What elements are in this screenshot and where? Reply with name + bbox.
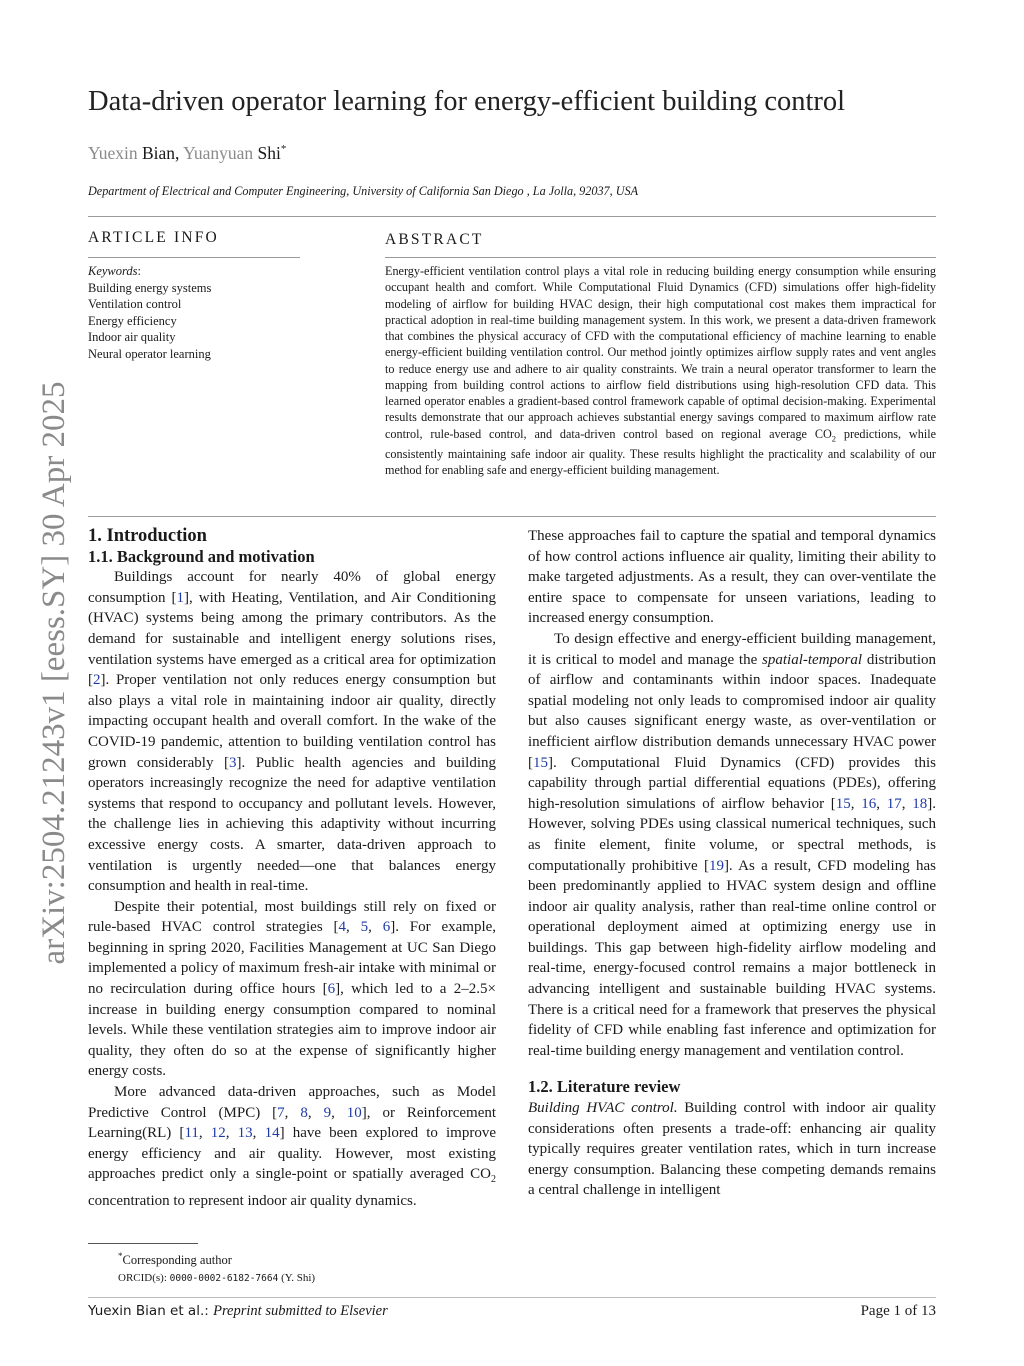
citation-link[interactable]: 14 — [264, 1125, 280, 1142]
arxiv-stamp: arXiv:2504.21243v1 [eess.SY] 30 Apr 2025 — [36, 381, 72, 965]
abstract-heading: ABSTRACT — [385, 231, 484, 248]
citation-link[interactable]: 7 — [277, 1104, 285, 1121]
paragraph: More advanced data-driven approaches, such as Model Predictive Control (MPC) [7, 8, 9, 10], or Reinforcement Learning(RL) [11, 12, 13, 14] have been explored to improve energy efficiency and air quality. However, most existing approaches predict only a single-point or spatially averaged $CO_2$ concentration to represent indoor air quality dynamics. — [88, 1084, 497, 1209]
citation-link[interactable]: 17 — [886, 795, 902, 812]
paper-title: Data-driven operator learning for energy-efficient building control — [88, 86, 846, 117]
citation-link[interactable]: 6 — [327, 981, 336, 998]
header-divider — [88, 216, 936, 217]
footer-left: Yuexin Bian et al.: Preprint submitted to Elsevier — [88, 1303, 388, 1319]
citation-link[interactable]: 1 — [176, 589, 184, 606]
citation-link[interactable]: 18 — [912, 795, 928, 812]
keyword: Ventilation control — [88, 297, 182, 312]
footer-divider — [88, 1297, 936, 1298]
article-info-heading: ARTICLE INFO — [88, 229, 219, 246]
paragraph: Buildings account for nearly 40% of global energy consumption [1], with Heating, Ventilation, and Air Conditioning (HVAC) systems being among the primary contributors. As the demand for sustainable and intelligent energy solutions rises, ventilation systems have emerged as a critical area for optimization [2]. Proper ventilation not only reduces energy consumption but also plays a vital role in maintaining indoor air quality, directly impacting occupant health and overall comfort. In the wake of the COVID-19 pandemic, attention to building ventilation control has grown considerably [3]. Public health agencies and building operators increasingly recognize the need for adaptive ventilation systems that respond to occupancy and pollutant levels. However, the challenge lies in achieving this adaptivity without incurring excessive energy costs. A smarter, data-driven approach to ventilation is urgently needed—one that balances energy consumption and health in real-time. — [88, 569, 496, 895]
body-divider — [88, 516, 936, 517]
keyword: Indoor air quality — [88, 330, 176, 345]
citation-link[interactable]: 8 — [300, 1104, 308, 1121]
citation-link[interactable]: 10 — [346, 1104, 362, 1121]
citation-link[interactable]: 15 — [835, 795, 851, 812]
citation-link[interactable]: 9 — [323, 1104, 332, 1121]
author-2-last: Shi — [257, 143, 281, 163]
paragraph: Despite their potential, most buildings still rely on fixed or rule-based HVAC control strategies [4, 5, 6]. For example, beginning in spring 2020, Facilities Management at UC San Diego implemented a policy of maximum fresh-air intake with minimal or no recirculation during office hours [6], which led to a 2–2.5× increase in building energy consumption compared to nominal levels. While these ventilation strategies aim to improve indoor air quality, they often do so at the expense of significantly higher energy costs. — [88, 898, 497, 1080]
keyword: Building energy systems — [88, 280, 212, 295]
paragraph: To design effective and energy-efficient building management, it is critical to model and manage the spatial-temporal distribution of airflow and contaminants within indoor spaces. Inadequate spatial modeling not only leads to compromised indoor air quality but also causes significant energy waste, as over-ventilation or inefficient airflow distribution demands unnecessary HVAC power [15]. Computational Fluid Dynamics (CFD) provides this capability through partial differential equations (PDEs), offering high-resolution simulations of airflow behavior [15, 16, 17, 18]. However, solving PDEs using classical numerical techniques, such as finite element, finite volume, or spectral methods, is computationally prohibitive [19]. As a result, CFD modeling has been predominantly applied to HVAC system design and offline indoor air quality analysis, rather than real-time online control or operational deployment aimed at optimizing energy use in buildings. This gap between high-fidelity airflow modeling and real-time, energy-focused control remains a major bottleneck in advancing intelligent and sustainable building HVAC systems. There is a critical need for a framework that preserves the physical fidelity of CFD while enabling fast inference and optimization for real-time building energy management and ventilation control. — [528, 630, 937, 1059]
paragraph: These approaches fail to capture the spatial and temporal dynamics of how control actions influence air quality, limiting their ability to make targeted adjustments. As a result, they can over-ventilate the entire space to compensate for unseen variations, leading to increased energy consumption. — [528, 528, 936, 627]
citation-link[interactable]: 5 — [360, 919, 369, 936]
citation-link[interactable]: 12 — [210, 1125, 226, 1142]
citation-link[interactable]: 15 — [533, 754, 548, 771]
orcid-id: 0000-0002-6182-7664 — [169, 1273, 279, 1285]
right-column — [528, 526, 936, 1201]
footnote-divider — [88, 1243, 198, 1244]
citation-link[interactable]: 16 — [861, 795, 877, 812]
author-2-first: Yuanyuan — [183, 143, 254, 163]
citation-link[interactable]: 13 — [237, 1125, 253, 1142]
section-1-heading: 1. Introduction — [88, 526, 207, 546]
article-info-divider — [88, 257, 300, 258]
footnote: *Corresponding author ORCID(s): 0000-0002-6182-7664 (Y. Shi) — [118, 1251, 316, 1285]
left-column — [88, 526, 496, 1212]
page-number: Page 1 of 13 — [860, 1303, 936, 1319]
citation-link[interactable]: 4 — [338, 919, 347, 936]
abstract-text: Energy-efficient ventilation control plays a vital role in reducing building energy consumption while ensuring occupant health and comfort. While Computational Fluid Dynamics (CFD) simulations offer high-fidelity modeling of airflow for building HVAC design, their high computational cost makes them impractical for practical adoption in real-time building management system. In this work, we present a data-driven framework that combines the physical accuracy of CFD with the computational efficiency of machine learning to enable energy-efficient building ventilation control. Our method jointly optimizes airflow supply rates and vent angles to reduce energy use and adhere to air quality constraints. We train a neural operator transformer to learn the mapping from building control actions to airflow field distributions using high-resolution CFD data. This learned operator enables a gradient-based control framework capable of optimal decision-making. Experimental results demonstrate that our approach achieves substantial energy savings compared to maximum airflow rate control, rule-based control, and data-driven control based on regional average $CO_2$ predictions, while consistently maintaining safe indoor air quality. These results highlight the practicality and scalability of our method for enabling safe and energy-efficient building management. — [385, 264, 937, 478]
keywords-block — [88, 263, 303, 363]
author-separator: , — [175, 143, 184, 163]
affiliation: Department of Electrical and Computer Engineering, University of California San Diego , La Jolla, 92037, USA — [88, 184, 639, 198]
citation-link[interactable]: 6 — [382, 919, 391, 936]
keyword: Energy efficiency — [88, 313, 177, 328]
corresponding-mark: * — [280, 143, 287, 156]
abstract-divider — [385, 257, 936, 258]
citation-link[interactable]: 19 — [708, 857, 724, 874]
citation-link[interactable]: 2 — [93, 672, 101, 689]
keyword: Neural operator learning — [88, 346, 211, 361]
paragraph: Building HVAC control. Building control with indoor air quality considerations often presents a trade-off: enhancing air quality typically requires greater ventilation rates, which in turn increase energy consumption. Balancing these competing demands remains a central challenge in intelligent — [528, 1100, 936, 1199]
section-1-2-heading: 1.2. Literature review — [528, 1077, 681, 1097]
keywords-colon: : — [137, 264, 142, 278]
keywords-label: Keywords — [88, 264, 138, 278]
author-1-first: Yuexin — [88, 143, 138, 163]
author-1-last: Bian — [141, 143, 176, 163]
section-1-1-heading: 1.1. Background and motivation — [88, 546, 315, 566]
author-list — [88, 143, 286, 164]
citation-link[interactable]: 11 — [184, 1125, 199, 1142]
citation-link[interactable]: 3 — [228, 754, 237, 771]
